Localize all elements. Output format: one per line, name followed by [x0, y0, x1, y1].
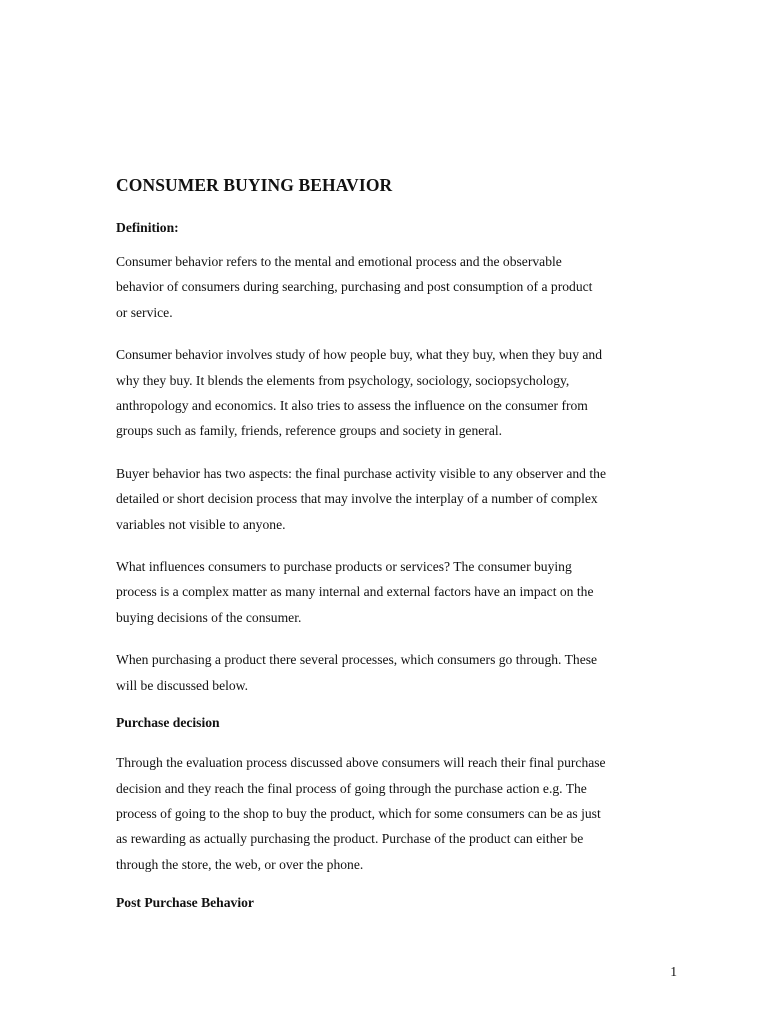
- document-title: CONSUMER BUYING BEHAVIOR: [116, 175, 393, 195]
- text-line: Consumer behavior refers to the mental and emotional process and the observable: [116, 254, 562, 269]
- text-line: process of going to the shop to buy the product, which for some consumers can be as just: [116, 805, 601, 821]
- paragraph-aspects: [116, 461, 678, 537]
- page-number: 1: [670, 964, 677, 979]
- text-line: why they buy. It blends the elements from psychology, sociology, sociopsychology,: [116, 372, 570, 388]
- text-line: anthropology and economics. It also tries to assess the influence on the consumer from: [116, 398, 588, 414]
- text-line: as rewarding as actually purchasing the product. Purchase of the product can either be: [116, 831, 584, 847]
- text-line: through the store, the web, or over the phone.: [116, 856, 364, 872]
- text-line: will be discussed below.: [116, 677, 249, 693]
- text-line: Consumer behavior involves study of how people buy, what they buy, when they buy and: [116, 347, 603, 363]
- paragraph-study: [116, 342, 678, 444]
- text-line: detailed or short decision process that may involve the interplay of a number of complex: [116, 491, 598, 507]
- definition-heading: Definition:: [116, 220, 179, 235]
- purchase-decision-heading: Purchase decision: [116, 715, 220, 731]
- text-line: buying decisions of the consumer.: [116, 609, 302, 625]
- text-line: When purchasing a product there several processes, which consumers go through. These: [116, 652, 598, 668]
- paragraph-influences: [116, 554, 678, 630]
- document-page: [116, 174, 678, 912]
- paragraph-processes: [116, 647, 678, 698]
- text-line: process is a complex matter as many internal and external factors have an impact on the: [116, 584, 594, 600]
- text-line: behavior of consumers during searching, purchasing and post consumption of a product: [116, 279, 593, 295]
- text-line: Buyer behavior has two aspects: the final purchase activity visible to any observer and the: [116, 465, 606, 481]
- text-line: What influences consumers to purchase products or services? The consumer buying: [116, 559, 572, 575]
- paragraph-purchase-decision: [116, 750, 678, 877]
- text-line: or service.: [116, 304, 173, 320]
- paragraph-definition: [116, 249, 678, 325]
- text-line: variables not visible to anyone.: [116, 516, 286, 532]
- text-line: groups such as family, friends, reference groups and society in general.: [116, 423, 503, 439]
- post-purchase-heading: Post Purchase Behavior: [116, 895, 254, 911]
- text-line: decision and they reach the final process of going through the purchase action e.g. The: [116, 780, 587, 796]
- text-line: Through the evaluation process discussed above consumers will reach their final purchase: [116, 755, 606, 771]
